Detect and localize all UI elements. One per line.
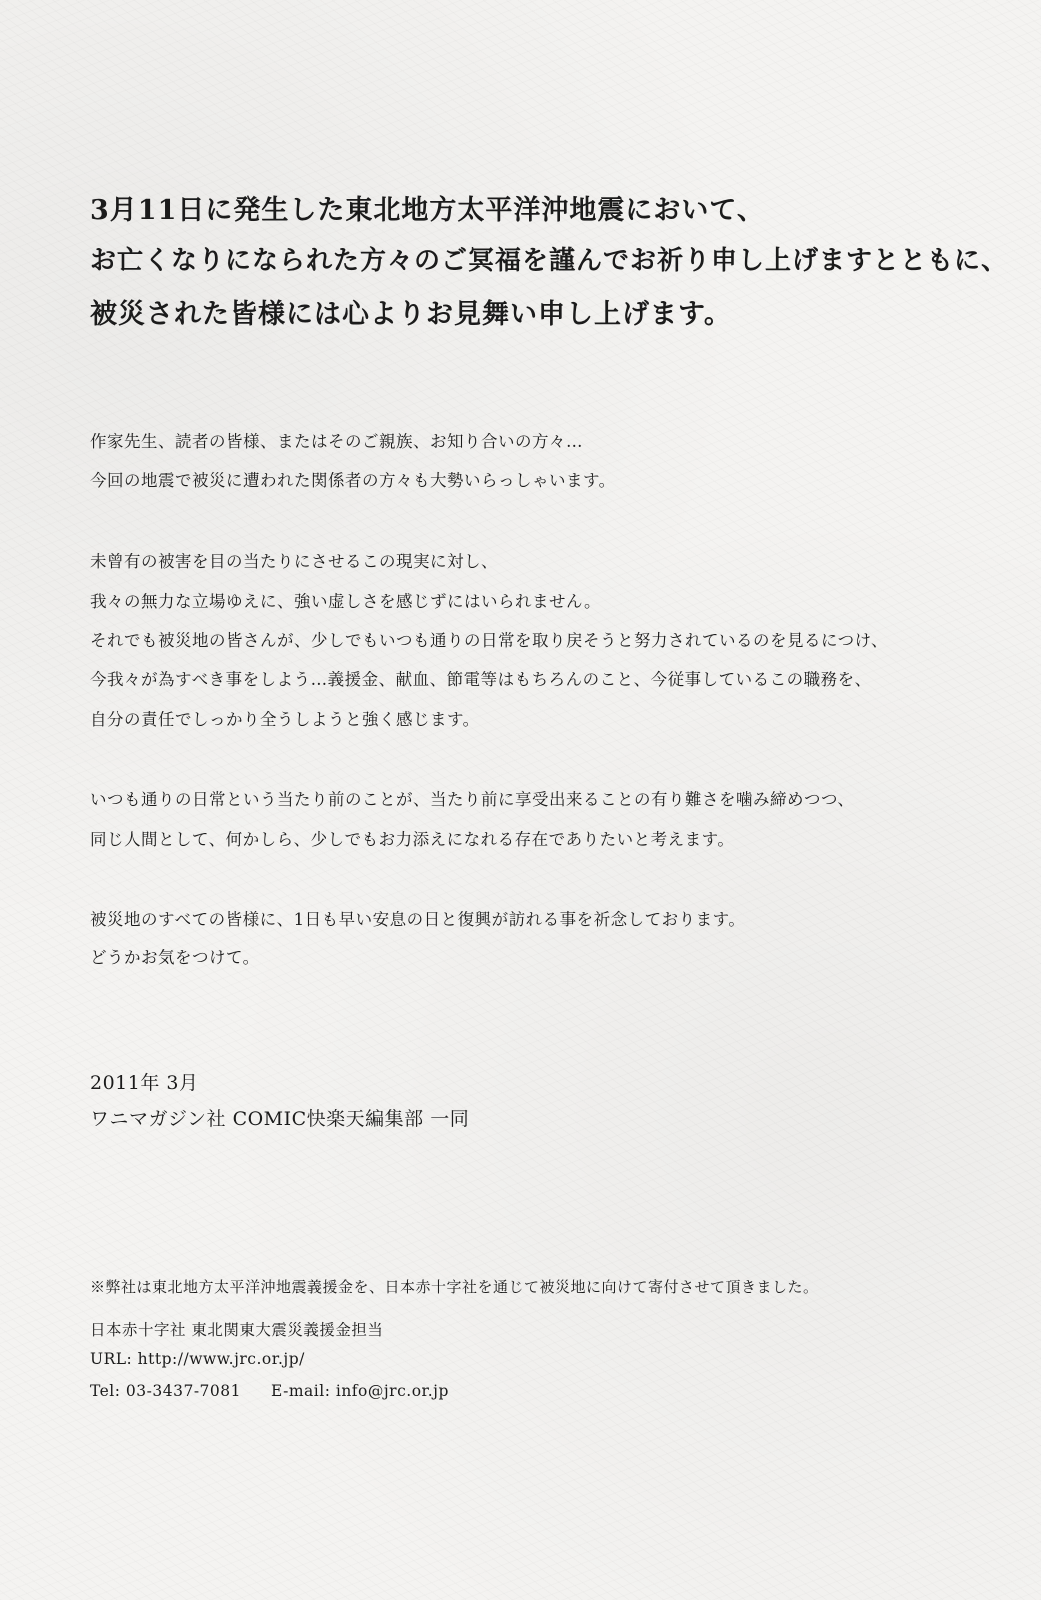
paragraph-2-line-3: それでも被災地の皆さんが、少しでもいつも通りの日常を取り戻そうと努力されているのを見るにつけ、 (90, 631, 889, 650)
paragraph-3-line-2: 同じ人間として、何かしら、少しでもお力添えになれる存在でありたいと考えます。 (90, 830, 735, 849)
paragraph-1-line-1: 作家先生、読者の皆様、またはそのご親族、お知り合いの方々… (90, 432, 583, 451)
signature-date: 2011年 3月 (90, 1072, 199, 1094)
contact-row (90, 1382, 449, 1400)
paragraph-4-line-2: どうかお気をつけて。 (90, 948, 260, 967)
paragraph-1-line-2: 今回の地震で被災に遭われた関係者の方々も大勢いらっしゃいます。 (90, 471, 616, 490)
paragraph-2-line-5: 自分の責任でしっかり全うしようと強く感じます。 (90, 710, 480, 729)
headline-line-1: 3月11日に発生した東北地方太平洋沖地震において、 (90, 195, 765, 226)
paragraph-2-line-2: 我々の無力な立場ゆえに、強い虚しさを感じずにはいられません。 (90, 592, 601, 611)
paragraph-2-line-4: 今我々が為すべき事をしよう…義援金、献血、節電等はもちろんのこと、今従事しているこの職務を、 (90, 670, 872, 689)
paragraph-4-line-1: 被災地のすべての皆様に、1日も早い安息の日と復興が訪れる事を祈念しております。 (90, 910, 746, 929)
contact-tel: Tel: 03-3437-7081 (90, 1382, 242, 1400)
contact-email: E-mail: info@jrc.or.jp (271, 1382, 449, 1400)
contact-name: 日本赤十字社 東北関東大震災義援金担当 (90, 1321, 384, 1339)
signature-organization: ワニマガジン社 COMIC快楽天編集部 一同 (90, 1108, 470, 1130)
headline-line-2: お亡くなりになられた方々のご冥福を謹んでお祈り申し上げますとともに、 (90, 246, 1009, 276)
headline-line-3: 被災された皆様には心よりお見舞い申し上げます。 (90, 299, 732, 330)
paragraph-2-line-1: 未曾有の被害を目の当たりにさせるこの現実に対し、 (90, 552, 498, 571)
donation-note: ※弊社は東北地方太平洋沖地震義援金を、日本赤十字社を通じて被災地に向けて寄付させて頂きました。 (90, 1278, 819, 1296)
contact-url: URL: http://www.jrc.or.jp/ (90, 1350, 305, 1368)
paragraph-3-line-1: いつも通りの日常という当たり前のことが、当たり前に享受出来ることの有り難さを噛み締めつつ、 (90, 790, 855, 809)
